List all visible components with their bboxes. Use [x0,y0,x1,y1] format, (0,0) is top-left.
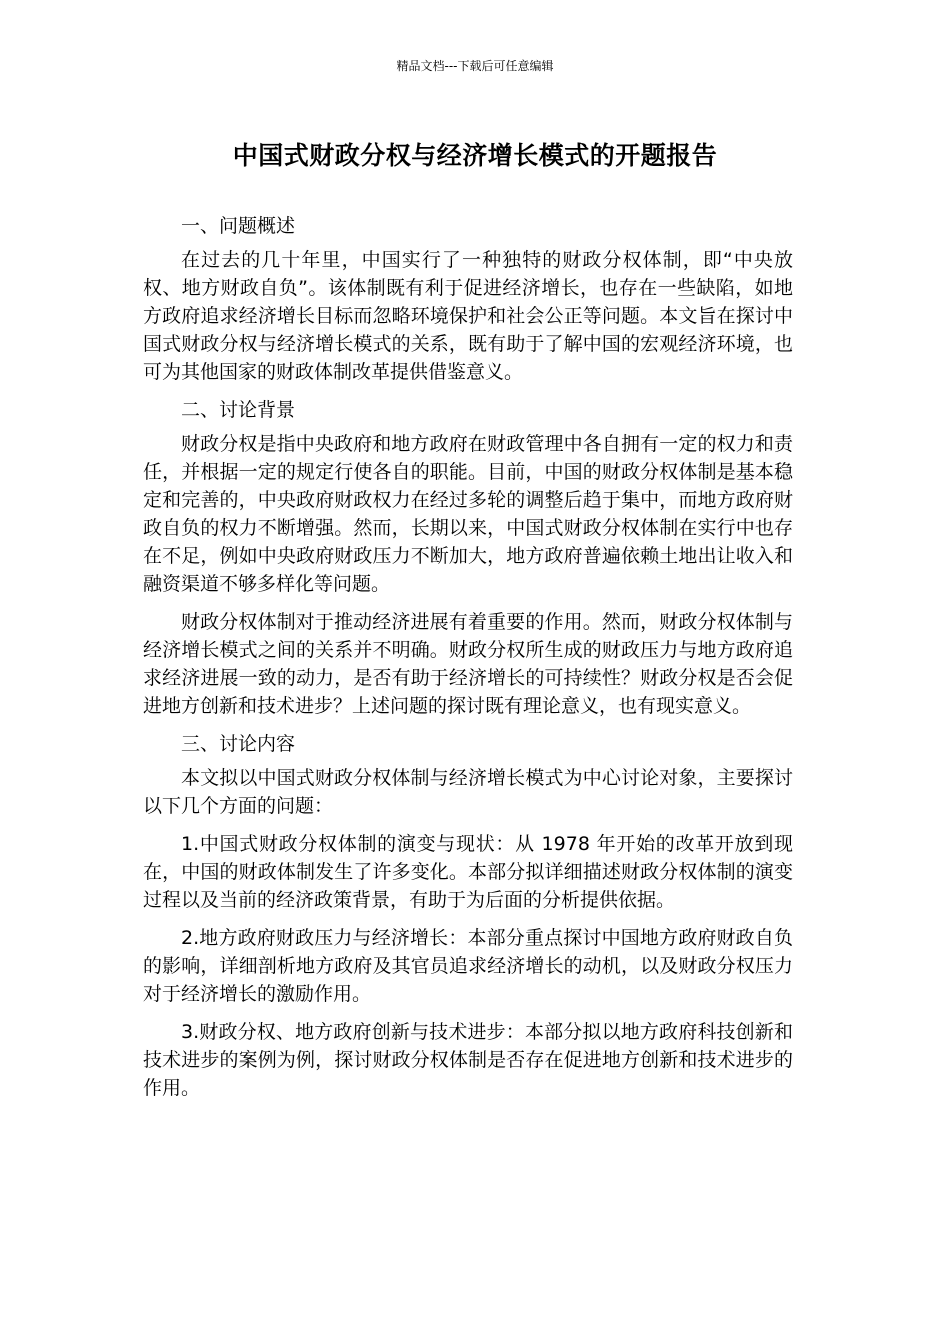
document-title: 中国式财政分权与经济增长模式的开题报告 [232,141,718,170]
list-item: 1.中国式财政分权体制的演变与现状：从 1978 年开始的改革开放到现在，中国的财政体制发生了许多变化。本部分拟详细描述财政分权体制的演变过程以及当前的经济政策背景，有助于为后面的分析提供依据。 [143,833,793,911]
paragraph: 在过去的几十年里，中国实行了一种独特的财政分权体制，即“中央放权、地方财政自负”。该体制既有利于促进经济增长，也存在一些缺陷，如地方政府追求经济增长目标而忽略环境保护和社会公正等问题。本文旨在探讨中国式财政分权与经济增长模式的关系，既有助于了解中国的宏观经济环境，也可为其他国家的财政体制改革提供借鉴意义。 [143,249,793,383]
section-discussion-background [143,396,793,720]
section-heading: 三、讨论内容 [181,733,296,755]
section-problem-overview [143,212,793,386]
list-item: 2.地方政府财政压力与经济增长：本部分重点探讨中国地方政府财政自负的影响，详细剖析地方政府及其官员追求经济增长的动机，以及财政分权压力对于经济增长的激励作用。 [143,927,793,1005]
paragraph: 财政分权是指中央政府和地方政府在财政管理中各自拥有一定的权力和责任，并根据一定的规定行使各自的职能。目前，中国的财政分权体制是基本稳定和完善的，中央政府财政权力在经过多轮的调整后趋于集中，而地方政府财政自负的权力不断增强。然而，长期以来，中国式财政分权体制在实行中也存在不足，例如中央政府财政压力不断加大，地方政府普遍依赖土地出让收入和融资渠道不够多样化等问题。 [143,433,793,595]
list-item: 3.财政分权、地方政府创新与技术进步：本部分拟以地方政府科技创新和技术进步的案例为例，探讨财政分权体制是否存在促进地方创新和技术进步的作用。 [143,1021,793,1099]
document-body [143,212,793,1112]
section-heading: 二、讨论背景 [181,399,296,421]
section-discussion-content [143,730,793,1102]
paragraph: 本文拟以中国式财政分权体制与经济增长模式为中心讨论对象，主要探讨以下几个方面的问题： [143,767,793,817]
paragraph: 财政分权体制对于推动经济进展有着重要的作用。然而，财政分权体制与经济增长模式之间的关系并不明确。财政分权所生成的财政压力与地方政府追求经济进展一致的动力，是否有助于经济增长的可持续性？财政分权是否会促进地方创新和技术进步？上述问题的探讨既有理论意义，也有现实意义。 [143,611,793,717]
section-heading: 一、问题概述 [181,215,296,237]
page-header: 精品文档---下载后可任意编辑 [396,59,554,73]
